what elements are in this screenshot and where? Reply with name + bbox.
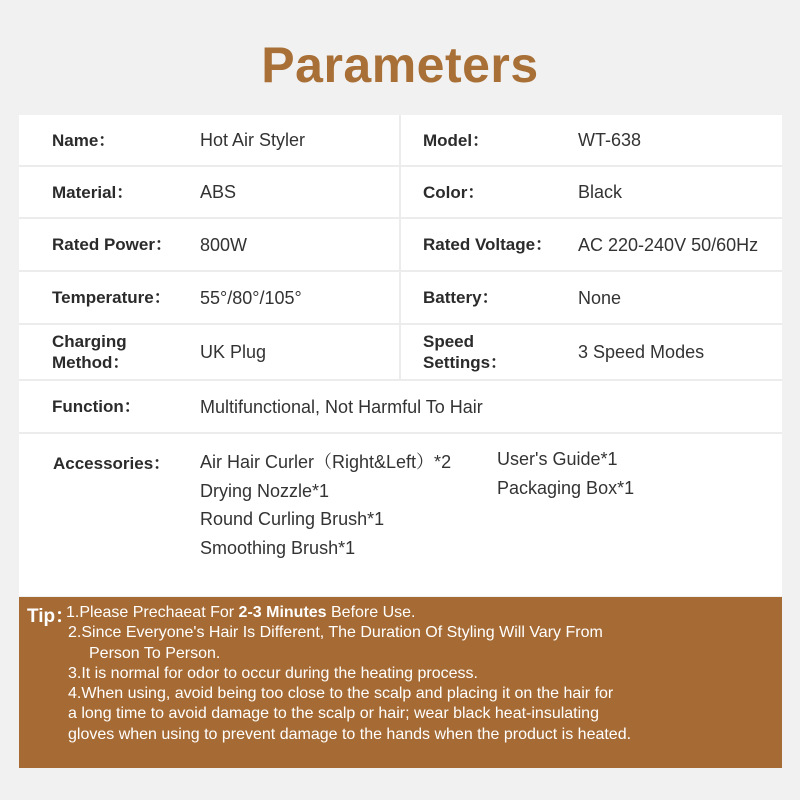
battery-label: Battery： xyxy=(423,288,499,307)
list-item: User's Guide*1 xyxy=(497,449,618,469)
list-item: Smoothing Brush*1 xyxy=(200,537,356,558)
charging-method-value: UK Plug xyxy=(200,342,267,362)
accessories-list-right xyxy=(497,445,634,502)
spec-row xyxy=(19,272,782,325)
rated-voltage-label: Rated Voltage： xyxy=(423,235,553,254)
list-item: Air Hair Curler（Right&Left）*2 xyxy=(200,452,452,472)
tip-line: Person To Person. xyxy=(89,644,221,662)
spec-row xyxy=(19,325,782,381)
temperature-label: Temperature： xyxy=(52,288,171,307)
tip-panel xyxy=(19,597,782,768)
charging-method-label xyxy=(52,325,129,379)
tip-emphasis: 2-3 Minutes xyxy=(238,604,327,621)
column-divider xyxy=(399,325,401,379)
column-divider xyxy=(399,272,401,323)
spec-row xyxy=(19,115,782,167)
tip-line xyxy=(66,603,768,623)
battery-value: None xyxy=(578,287,622,308)
charging-label-line: Method： xyxy=(52,353,130,372)
model-label: Model： xyxy=(423,130,490,150)
tip-line: 4.When using, avoid being too close to the scalp and placing it on the hair for xyxy=(68,685,614,703)
rated-voltage-value: AC 220-240V 50/60Hz xyxy=(578,234,759,255)
tip-line: a long time to avoid damage to the scalp or hair; wear black heat-insulating xyxy=(68,705,599,723)
tip-label: Tip： xyxy=(27,606,75,627)
function-value: Multifunctional, Not Harmful To Hair xyxy=(200,396,483,417)
temperature-value: 55°/80°/105° xyxy=(200,287,302,308)
tip-text-segment: Before Use. xyxy=(326,604,416,621)
tip-line: 3.It is normal for odor to occur during the heating process. xyxy=(68,664,478,682)
speed-settings-value: 3 Speed Modes xyxy=(578,342,705,362)
column-divider xyxy=(399,219,401,270)
list-item: Round Curling Brush*1 xyxy=(200,509,385,529)
color-label: Color： xyxy=(423,182,485,202)
name-value: Hot Air Styler xyxy=(200,130,306,150)
speed-label-line: Speed xyxy=(423,332,475,351)
rated-power-label: Rated Power： xyxy=(52,235,172,254)
spec-row xyxy=(19,381,782,434)
accessories-label: Accessories： xyxy=(53,454,171,473)
speed-label-line: Settings： xyxy=(423,353,508,372)
page-title: Parameters xyxy=(261,37,539,93)
list-item: Packaging Box*1 xyxy=(497,477,635,498)
spec-row xyxy=(19,219,782,272)
charging-label-line: Charging xyxy=(52,332,127,351)
column-divider xyxy=(399,167,401,217)
tip-line: gloves when using to prevent damage to the hands when the product is heated. xyxy=(68,725,632,743)
list-item: Drying Nozzle*1 xyxy=(200,480,330,501)
model-value: WT-638 xyxy=(578,130,642,150)
speed-settings-label xyxy=(423,325,507,379)
tip-line: 2.Since Everyone's Hair Is Different, The Duration Of Styling Will Vary From xyxy=(68,624,603,642)
name-label: Name： xyxy=(52,130,116,150)
column-divider xyxy=(399,115,401,165)
color-value: Black xyxy=(578,182,623,202)
function-label: Function： xyxy=(52,397,141,416)
spec-row xyxy=(19,167,782,219)
tip-text-segment: 1.Please Prechaeat For xyxy=(66,604,239,621)
material-label: Material： xyxy=(52,182,134,202)
accessories-list-left xyxy=(200,448,451,562)
tip-text xyxy=(68,603,768,745)
rated-power-value: 800W xyxy=(200,234,248,255)
parameters-table xyxy=(19,115,782,596)
material-value: ABS xyxy=(200,182,237,202)
